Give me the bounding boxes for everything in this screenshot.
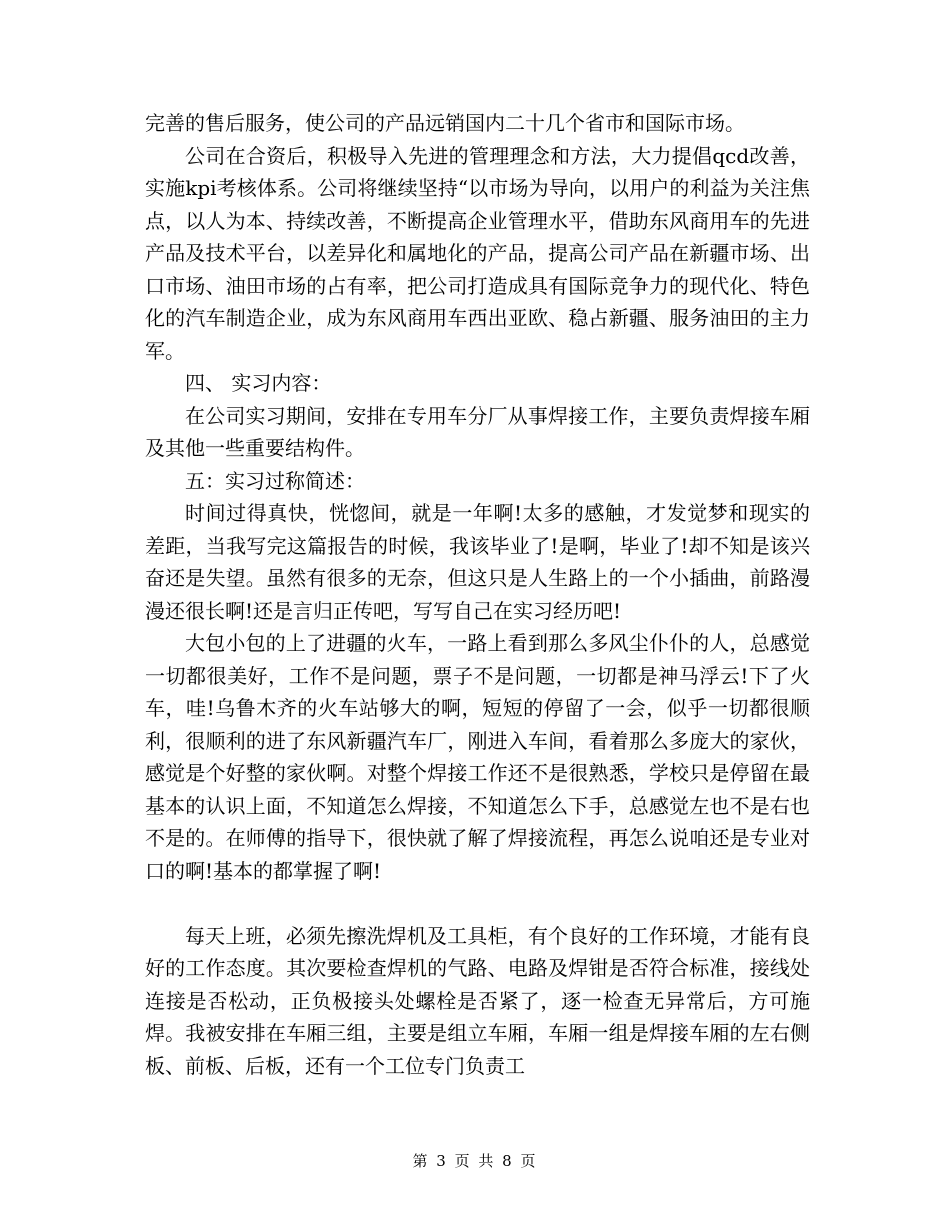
document-body bbox=[145, 107, 810, 1082]
section-heading-internship-content: 四、 实习内容： bbox=[185, 371, 332, 395]
paragraph-spacer bbox=[145, 887, 810, 920]
paragraph-company-strategy: 公司在合资后，积极导入先进的管理理念和方法，大力提倡qcd改善，实施kpi考核体系。公司将继续坚持“以市场为导向，以用户的利益为关注焦点，以人为本、持续改善，不断提高企业管理水平，借助东风商用车的先进产品及技术平台，以差异化和属地化的产品，提高公司产品在新疆市场、出口市场、油田市场的占有率，把公司打造成具有国际竞争力的现代化、特色化的汽车制造企业，成为东风商用车西出亚欧、稳占新疆、服务油田的主力军。 bbox=[145, 143, 810, 363]
paragraph-train-journey: 大包小包的上了进疆的火车，一路上看到那么多风尘仆仆的人，总感觉一切都很美好，工作不是问题，票子不是问题，一切都是神马浮云!下了火车，哇!乌鲁木齐的火车站够大的啊，短短的停留了一会，似乎一切都很顺利，很顺利的进了东风新疆汽车厂，刚进入车间，看着那么多庞大的家伙，感觉是个好整的家伙啊。对整个焊接工作还不是很熟悉，学校只是停留在最基本的认识上面，不知道怎么焊接，不知道怎么下手，总感觉左也不是右也不是的。在师傅的指导下，很快就了解了焊接流程，再怎么说咱还是专业对口的啊!基本的都掌握了啊! bbox=[145, 631, 810, 883]
page-number-footer: 第 3 页 共 8 页 bbox=[412, 1152, 538, 1170]
paragraph-after-sales: 完善的售后服务，使公司的产品远销国内二十几个省市和国际市场。 bbox=[145, 111, 745, 135]
section-heading-internship-process: 五：实习过称简述： bbox=[185, 468, 365, 493]
paragraph-internship-content: 在公司实习期间，安排在专用车分厂从事焊接工作，主要负责焊接车厢及其他一些重要结构件。 bbox=[145, 403, 810, 460]
paragraph-daily-routine: 每天上班，必须先擦洗焊机及工具柜，有个良好的工作环境，才能有良好的工作态度。其次要检查焊机的气路、电路及焊钳是否符合标准，接线处连接是否松动，正负极接头处螺栓是否紧了，逐一检查无异常后，方可施焊。我被安排在车厢三组，主要是组立车厢，车厢一组是焊接车厢的左右侧板、前板、后板，还有一个工位专门负责工 bbox=[145, 923, 810, 1078]
paragraph-time-flies: 时间过得真快，恍惚间，就是一年啊!太多的感触，才发觉梦和现实的差距，当我写完这篇报告的时候，我该毕业了!是啊，毕业了!却不知是该兴奋还是失望。虽然有很多的无奈，但这只是人生路上的一个小插曲，前路漫漫还很长啊!还是言归正传吧，写写自己在实习经历吧! bbox=[145, 501, 810, 623]
